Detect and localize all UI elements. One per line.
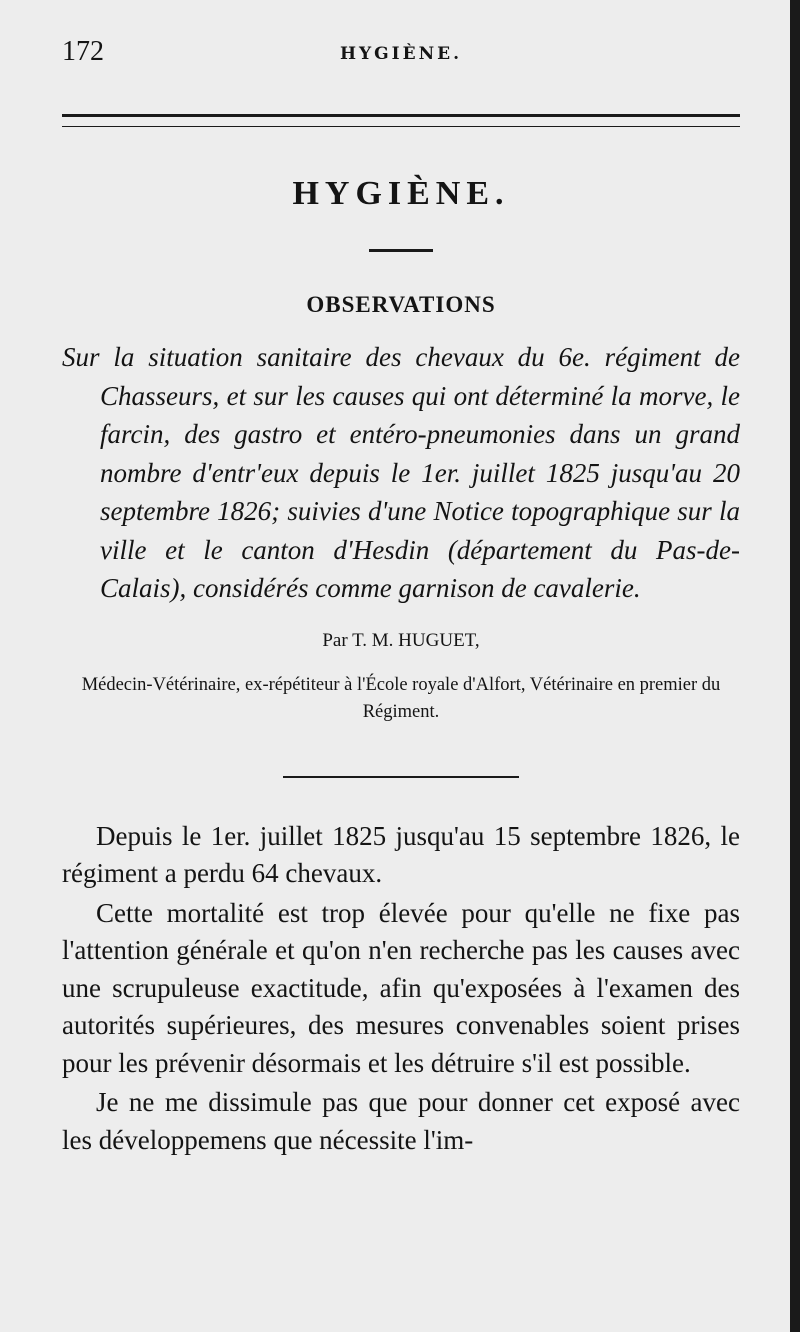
body-text [62,818,740,1160]
running-title: HYGIÈNE. [339,44,463,64]
section-divider [283,776,519,778]
observations-heading: OBSERVATIONS [306,292,496,317]
running-head [62,36,740,76]
header-double-rule [62,114,740,127]
title-rule [369,249,433,252]
author-credentials: Médecin-Vétérinaire, ex-répétiteur à l'École royale d'Alfort, Vétérinaire en premier du Régiment. [81,674,721,722]
page-number: 172 [62,36,104,67]
article-subtitle: Sur la situation sanitaire des chevaux du 6e. régiment de Chasseurs, et sur les causes qui ont déterminé la morve, le farcin, des gastro et entéro-pneumonies dans un grand nombre d'entr'eux depuis le 1er. juillet 1825 jusqu'au 20 septembre 1826; suivies d'une Notice topographique sur la ville et le canton d'Hesdin (département du Pas-de-Calais), considérés comme garnison de cavalerie. [62,342,740,603]
section-title: HYGIÈNE. [292,175,510,212]
paragraph: Depuis le 1er. juillet 1825 jusqu'au 15 septembre 1826, le régiment a perdu 64 chevaux. [62,820,740,888]
paragraph: Cette mortalité est trop élevée pour qu'elle ne fixe pas l'attention générale et qu'on n'en recherche pas les causes avec une scrupuleuse exactitude, afin qu'exposées à l'examen des autorités supérieures, des mesures convenables soient prises pour les prévenir désormais et les détruire s'il est possible. [62,897,740,1078]
author-line: Par T. M. HUGUET, [322,629,480,651]
paragraph: Je ne me dissimule pas que pour donner cet exposé avec les développemens que nécessite l'im- [62,1087,740,1155]
